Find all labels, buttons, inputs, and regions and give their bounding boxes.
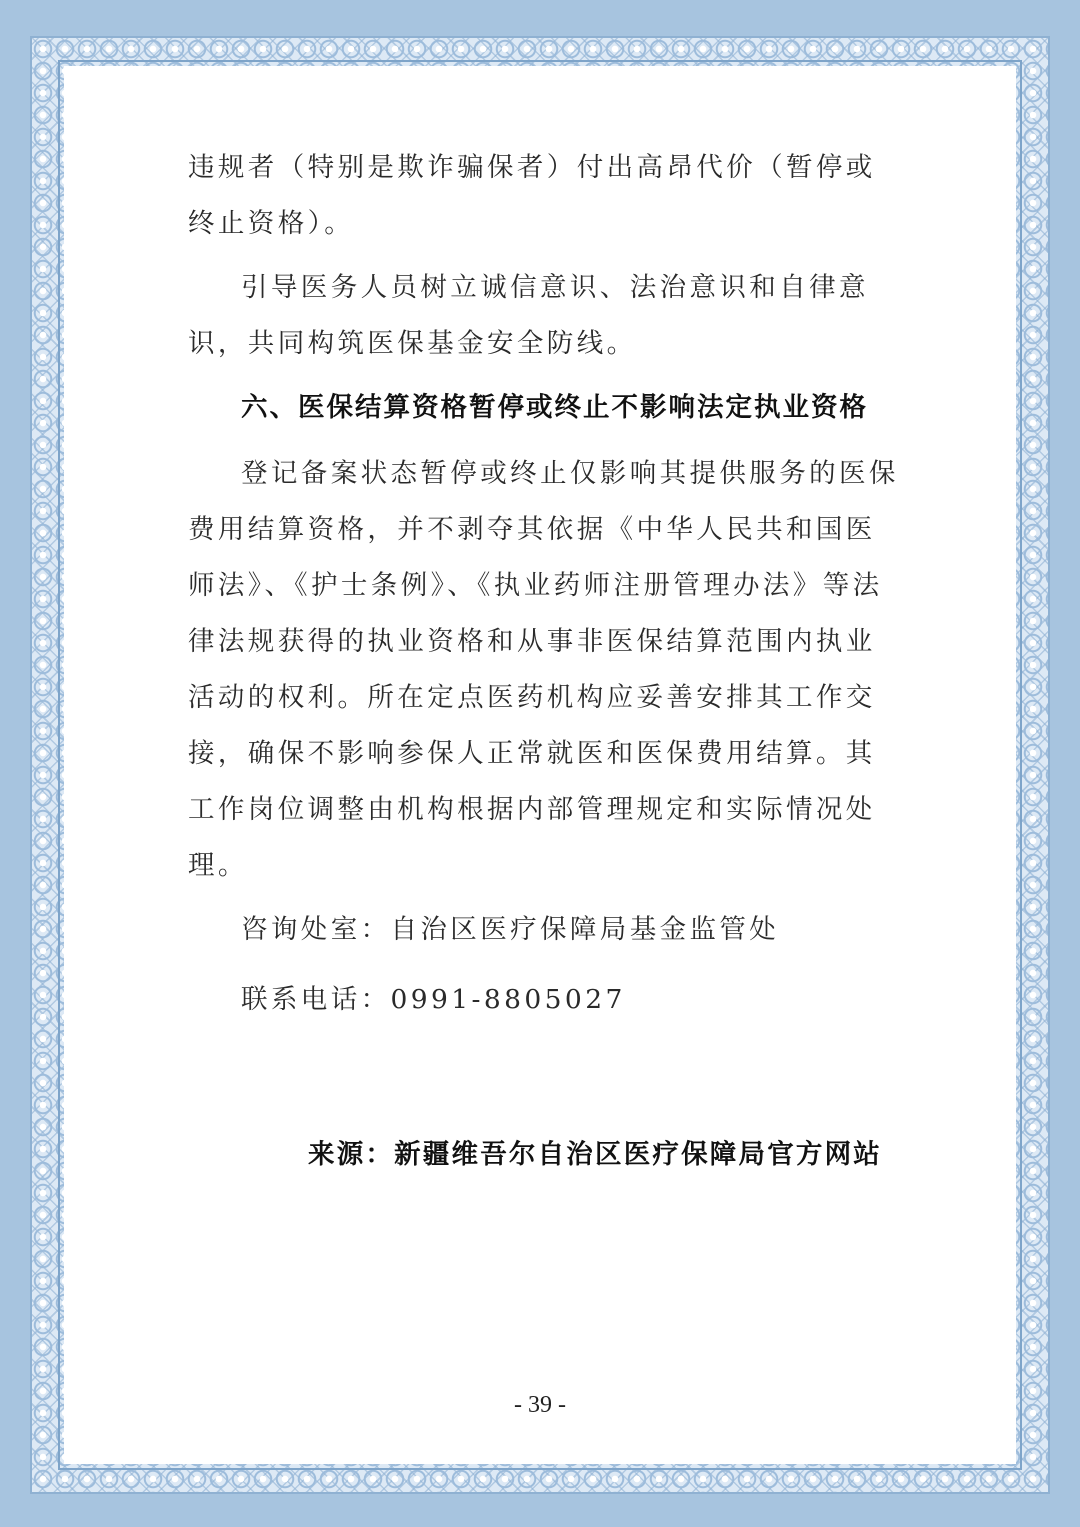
paragraph-continued: 违规者（特别是欺诈骗保者）付出高昂代价（暂停或终止资格）。	[188, 152, 876, 239]
page-number: - 39 -	[514, 1392, 566, 1418]
section-heading-6: 六、医保结算资格暂停或终止不影响法定执业资格	[241, 392, 868, 423]
paragraph-qualification: 登记备案状态暂停或终止仅影响其提供服务的医保费用结算资格，并不剥夺其依据《中华人民共和国医师法》、《护士条例》、《执业药师注册管理办法》等法律法规获得的执业资格和从事非医保结算范围内执业活动的权利。所在定点医药机构应妥善安排其工作交接，确保不影响参保人正常就医和医保费用结算。其工作岗位调整由机构根据内部管理规定和实际情况处理。	[188, 458, 899, 881]
contact-office: 咨询处室：自治区医疗保障局基金监管处	[241, 914, 780, 945]
paragraph-integrity: 引导医务人员树立诚信意识、法治意识和自律意识，共同构筑医保基金安全防线。	[188, 272, 869, 359]
body-text	[188, 140, 900, 1042]
source-line: 来源：新疆维吾尔自治区医疗保障局官方网站	[308, 1139, 882, 1170]
page-content	[64, 66, 1016, 1464]
contact-phone: 联系电话：0991-8805027	[241, 984, 626, 1015]
